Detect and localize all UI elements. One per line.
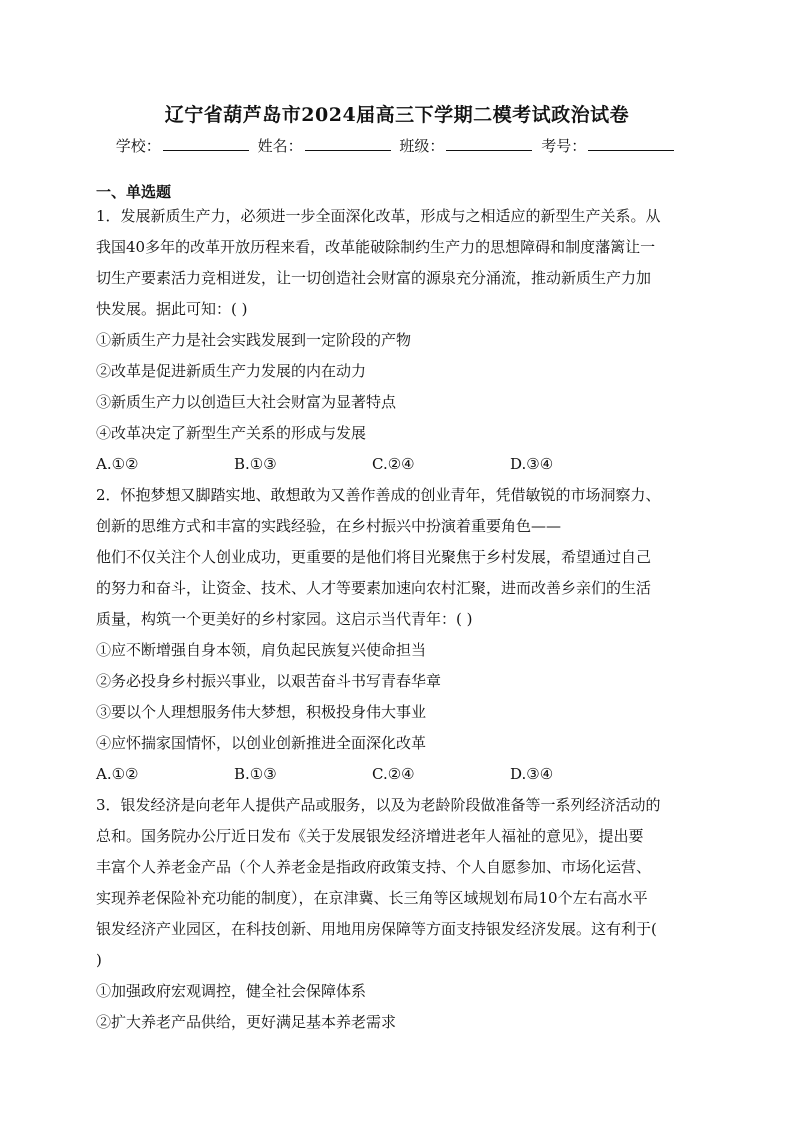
question-stem-line: 创新的思维方式和丰富的实践经验，在乡村振兴中扮演着重要角色—— [96,517,562,535]
choice-a[interactable]: A.①② [96,765,139,783]
question-stem-line: 银发经济产业园区，在科技创新、用地用房保障等方面支持银发经济发展。这有利于( [96,920,657,938]
statement-option: ①新质生产力是社会实践发展到一定阶段的产物 [96,331,412,349]
question-stem-line: 1．发展新质生产力，必须进一步全面深化改革，形成与之相适应的新型生产关系。从 [96,207,661,225]
question-stem-line: 他们不仅关注个人创业成功，更重要的是他们将目光聚焦于乡村发展，希望通过自己 [96,548,652,566]
question-stem-line: 快发展。据此可知：( ) [96,300,248,318]
statement-option: ②扩大养老产品供给，更好满足基本养老需求 [96,1013,397,1031]
class-label: 班级： [399,137,445,155]
question-stem-line: 总和。国务院办公厅近日发布《关于发展银发经济增进老年人福祉的意见》，提出要 [96,827,644,845]
name-label: 姓名： [257,137,303,155]
question-stem-line: 的努力和奋斗，让资金、技术、人才等要素加速向农村汇聚，进而改善乡亲们的生活 [96,579,652,597]
statement-option: ④应怀揣家国情怀，以创业创新推进全面深化改革 [96,734,427,752]
section-heading: 一、单选题 [96,183,172,201]
exam-number-label: 考号： [541,137,587,155]
question-stem-line: 2．怀抱梦想又脚踏实地、敢想敢为又善作善成的创业青年，凭借敏锐的市场洞察力、 [96,486,661,504]
statement-option: ③要以个人理想服务伟大梦想，积极投身伟大事业 [96,703,427,721]
page-title: 辽宁省葫芦岛市2024届高三下学期二模考试政治试卷 [164,104,630,126]
choice-b[interactable]: B.①③ [234,765,277,783]
choice-a[interactable]: A.①② [96,455,139,473]
question-stem-line: 实现养老保险补充功能的制度），在京津冀、长三角等区域规划布局10个左右高水平 [96,889,648,907]
answer-choices [96,759,698,790]
choice-d[interactable]: D.③④ [510,455,554,473]
statement-option: ①应不断增强自身本领，肩负起民族复兴使命担当 [96,641,427,659]
student-info-row [0,135,794,156]
statement-option: ④改革决定了新型生产关系的形成与发展 [96,424,367,442]
statement-option: ②务必投身乡村振兴事业，以艰苦奋斗书写青春华章 [96,672,442,690]
question-stem-line: 丰富个人养老金产品（个人养老金是指政府政策支持、个人自愿参加、市场化运营、 [96,858,652,876]
statement-option: ③新质生产力以创造巨大社会财富为显著特点 [96,393,397,411]
question-stem-line: ) [96,951,102,969]
class-blank[interactable] [446,136,532,151]
school-blank[interactable] [163,136,249,151]
question-stem-line: 质量，构筑一个更美好的乡村家园。这启示当代青年：( ) [96,610,473,628]
answer-choices [96,449,698,480]
question-3 [96,790,698,1038]
question-1 [96,201,698,480]
choice-d[interactable]: D.③④ [510,765,554,783]
choice-c[interactable]: C.②④ [372,455,415,473]
choice-c[interactable]: C.②④ [372,765,415,783]
choice-b[interactable]: B.①③ [234,455,277,473]
question-stem-line: 切生产要素活力竞相迸发，让一切创造社会财富的源泉充分涌流，推动新质生产力加 [96,269,652,287]
exam-number-blank[interactable] [588,136,674,151]
questions-container [96,201,698,1038]
question-2 [96,480,698,790]
statement-option: ①加强政府宏观调控，健全社会保障体系 [96,982,367,1000]
statement-option: ②改革是促进新质生产力发展的内在动力 [96,362,367,380]
name-blank[interactable] [305,136,391,151]
question-stem-line: 3．银发经济是向老年人提供产品或服务，以及为老龄阶段做准备等一系列经济活动的 [96,796,661,814]
question-stem-line: 我国40多年的改革开放历程来看，改革能破除制约生产力的思想障碍和制度藩篱让一 [96,238,656,256]
school-label: 学校： [115,137,161,155]
